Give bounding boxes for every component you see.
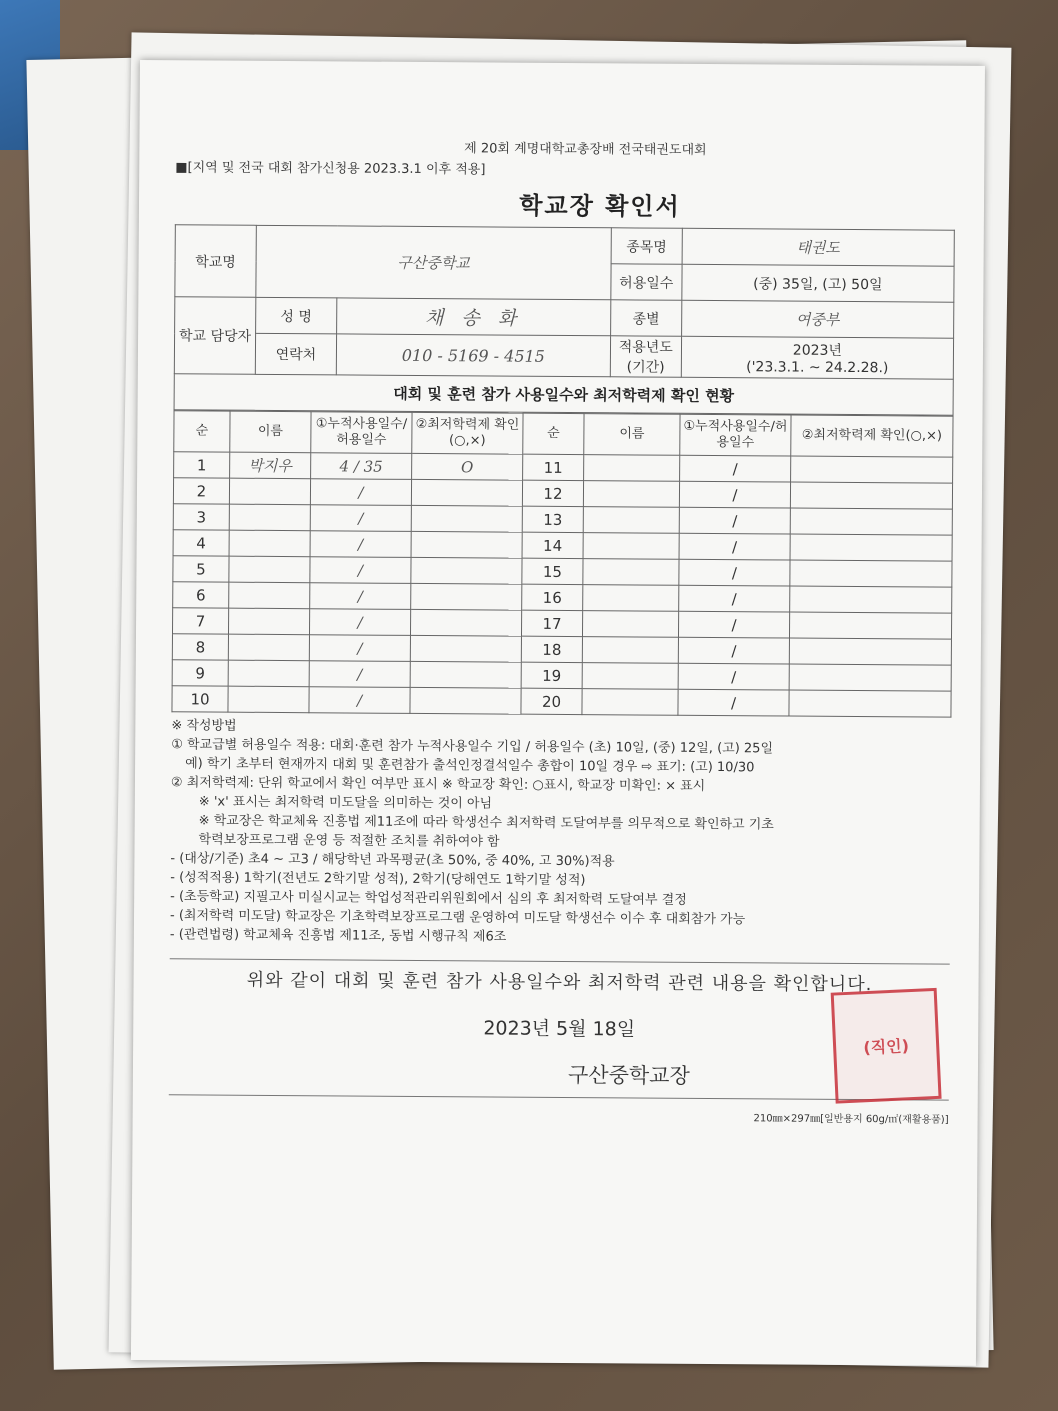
cell-name2 [582, 663, 678, 690]
year-cell [681, 336, 953, 379]
document-title: 학교장 확인서 [519, 190, 681, 221]
cell-n2: 13 [522, 506, 583, 532]
cell-name2 [583, 559, 679, 586]
principal-title: 구산중학교장 [567, 1063, 690, 1088]
col-header-name-2: 이름 [584, 414, 680, 456]
cell-chk1: O [412, 453, 523, 480]
year-value: 2023년 [792, 342, 843, 359]
instructions [170, 716, 952, 949]
cell-days2: / [678, 663, 789, 690]
note-line: - (최저학력 미도달) 학교장은 기초학력보장프로그램 운영하여 미도달 학생선수 이수 후 대회참가 가능 [169, 908, 746, 928]
cell-name2 [583, 585, 679, 612]
cell-days2: / [679, 585, 790, 612]
cell-days1: / [310, 479, 411, 506]
note-line: ② 최저학력제: 단위 학교에서 확인 여부만 표시 ※ 학교장 확인: ○표시, 학교장 미확인: × 표시 [170, 775, 706, 794]
school-label: 학교명 [175, 225, 257, 298]
official-seal-stamp [831, 988, 942, 1104]
instructions-heading: ※ 작성방법 [171, 718, 237, 734]
cell-name1: 박지우 [230, 452, 311, 479]
cell-name2 [582, 637, 678, 664]
status-title: 대회 및 훈련 참가 사용일수와 최저학력제 확인 현황 [174, 374, 953, 415]
cell-days2: / [678, 611, 789, 638]
cell-days1: / [310, 505, 411, 532]
cell-n1: 2 [173, 478, 229, 504]
cell-n1: 9 [172, 660, 228, 686]
cell-n1: 3 [173, 504, 229, 530]
paper-spec-footer: 210㎜×297㎜[일반용지 60g/㎡(재활용품)] [169, 1094, 949, 1125]
cell-name1 [228, 686, 309, 713]
col-header-name: 이름 [230, 411, 311, 453]
contact-value: 010 - 5169 - 4515 [336, 334, 610, 377]
cell-n1: 5 [173, 556, 229, 582]
cell-n1: 1 [174, 452, 230, 478]
cell-chk1 [411, 479, 522, 506]
cell-n1: 8 [172, 634, 228, 660]
cell-chk1 [411, 531, 522, 558]
cell-name1 [229, 556, 310, 583]
cell-n2: 15 [522, 558, 583, 584]
cell-name1 [228, 634, 309, 661]
cell-chk1 [411, 505, 522, 532]
col-header-check: ②최저학력제 확인(○,×) [412, 412, 523, 454]
cell-n1: 7 [172, 608, 228, 634]
seal-text: (직인) [862, 1036, 910, 1058]
cell-chk1 [411, 557, 522, 584]
cell-days2: / [679, 481, 790, 508]
cell-n2: 12 [522, 480, 583, 506]
note-line: ※ 'x' 표시는 최저학력 미도달을 의미하는 것이 아님 [198, 794, 493, 812]
period-value: ('23.3.1. ~ 24.2.28.) [746, 359, 889, 377]
cell-days2: / [680, 455, 791, 482]
usage-note: ■[지역 및 전국 대회 참가신청용 2023.3.1 이후 적용] [175, 160, 486, 178]
cell-chk2 [789, 612, 951, 639]
cell-chk2 [790, 534, 952, 561]
cell-chk1 [410, 609, 521, 636]
cell-n2: 19 [521, 662, 582, 688]
cell-name1 [228, 660, 309, 687]
issue-date: 2023년 5월 18일 [483, 1017, 636, 1041]
cell-chk1 [410, 635, 521, 662]
cell-chk2 [789, 664, 951, 691]
cell-name2 [583, 507, 679, 534]
school-value: 구산중학교 [256, 225, 611, 299]
year-label: 적용년도 (기간) [610, 336, 681, 377]
cell-name1 [228, 608, 309, 635]
cell-chk2 [790, 560, 952, 587]
cell-chk2 [791, 456, 953, 483]
cell-chk2 [789, 638, 951, 665]
cell-name1 [229, 582, 310, 609]
status-header-row [174, 411, 953, 457]
note-line: - (대상/기준) 초4 ~ 고3 / 해당학년 과목평균(초 50%, 중 40%, 고 30%)적용 [170, 851, 615, 870]
cell-days2: / [679, 507, 790, 534]
cell-days1: / [310, 583, 411, 610]
cell-n2: 17 [521, 610, 582, 636]
cell-name1 [229, 504, 310, 531]
cell-chk2 [790, 508, 952, 535]
cell-n1: 10 [172, 686, 228, 712]
cell-n2: 16 [522, 584, 583, 610]
event-name: 제 20회 계명대학교총장배 전국태권도대회 [464, 141, 707, 158]
cell-name1 [229, 530, 310, 557]
name-value: 채 송 화 [337, 298, 611, 336]
cell-days2: / [678, 637, 789, 664]
col-header-no-2: 순 [523, 413, 584, 454]
note-line: ① 학교급별 허용일수 적용: 대회·훈련 참가 누적사용일수 기입 / 허용일수 (초) 10일, (중) 12일, (고) 25일 [171, 737, 774, 757]
cell-name2 [584, 455, 680, 482]
cell-days2: / [679, 533, 790, 560]
cell-name2 [582, 689, 678, 716]
cell-chk2 [790, 482, 952, 509]
col-header-days-2: ①누적사용일수/허용일수 [680, 414, 791, 456]
cell-days1: / [309, 661, 410, 688]
cell-days2: / [678, 689, 789, 716]
info-table [174, 224, 955, 415]
name-label: 성 명 [256, 297, 337, 334]
col-header-check-2: ②최저학력제 확인(○,×) [791, 415, 953, 457]
col-header-no: 순 [174, 411, 230, 452]
document-page [131, 60, 985, 1366]
cell-n2: 11 [523, 454, 584, 480]
cell-days2: / [679, 559, 790, 586]
cell-chk1 [410, 687, 521, 714]
contact-label: 연락처 [255, 333, 336, 375]
allowed-days-label: 허용일수 [611, 264, 682, 300]
cell-days1: 4 / 35 [311, 453, 412, 480]
confirmation-statement: 위와 같이 대회 및 훈련 참가 사용일수와 최저학력 관련 내용을 확인합니다. [169, 958, 949, 996]
cell-chk1 [410, 661, 521, 688]
cell-days1: / [309, 635, 410, 662]
cell-days1: / [309, 687, 410, 714]
cell-days1: / [310, 557, 411, 584]
event-type-value: 태권도 [682, 228, 954, 266]
note-line: - (초등학교) 지필고사 미실시교는 학업성적관리위원회에서 심의 후 최저학력 도달여부 결정 [170, 889, 687, 908]
status-rows [172, 452, 953, 717]
cell-n2: 20 [521, 688, 582, 714]
note-line: - (성적적용) 1학기(전년도 2학기말 성적), 2학기(당해연도 1학기말 성적) [170, 870, 586, 889]
status-table [171, 410, 953, 717]
cell-n1: 4 [173, 530, 229, 556]
cell-days1: / [309, 609, 410, 636]
cell-days1: / [310, 531, 411, 558]
cell-name2 [583, 533, 679, 560]
note-line: ※ 학교장은 학교체육 진흥법 제11조에 따라 학생선수 최저학력 도달여부를 의무적으로 확인하고 기초 [198, 813, 774, 833]
event-type-label: 종목명 [611, 228, 682, 264]
allowed-days-value: (중) 35일, (고) 50일 [682, 264, 954, 302]
cell-n2: 14 [522, 532, 583, 558]
cell-n1: 6 [173, 582, 229, 608]
table-row [172, 686, 951, 717]
note-line: 예) 학기 초부터 현재까지 대회 및 훈련참가 출석인정결석일수 총합이 10일 경우 ⇨ 표기: (고) 10/30 [185, 756, 755, 776]
col-header-days: ①누적사용일수/허용일수 [311, 412, 412, 454]
cell-name1 [229, 478, 310, 505]
cell-chk1 [411, 583, 522, 610]
cell-name2 [582, 611, 678, 638]
note-line: 학력보장프로그램 운영 등 적절한 조치를 취하여야 함 [198, 832, 500, 850]
category-value: 여중부 [681, 300, 953, 338]
cell-n2: 18 [521, 636, 582, 662]
note-line: - (관련법령) 학교체육 진흥법 제11조, 동법 시행규칙 제6조 [169, 927, 507, 945]
manager-label: 학교 담당자 [174, 297, 256, 375]
cell-name2 [583, 481, 679, 508]
cell-chk2 [789, 690, 951, 717]
category-label: 종별 [610, 300, 681, 336]
cell-chk2 [790, 586, 952, 613]
